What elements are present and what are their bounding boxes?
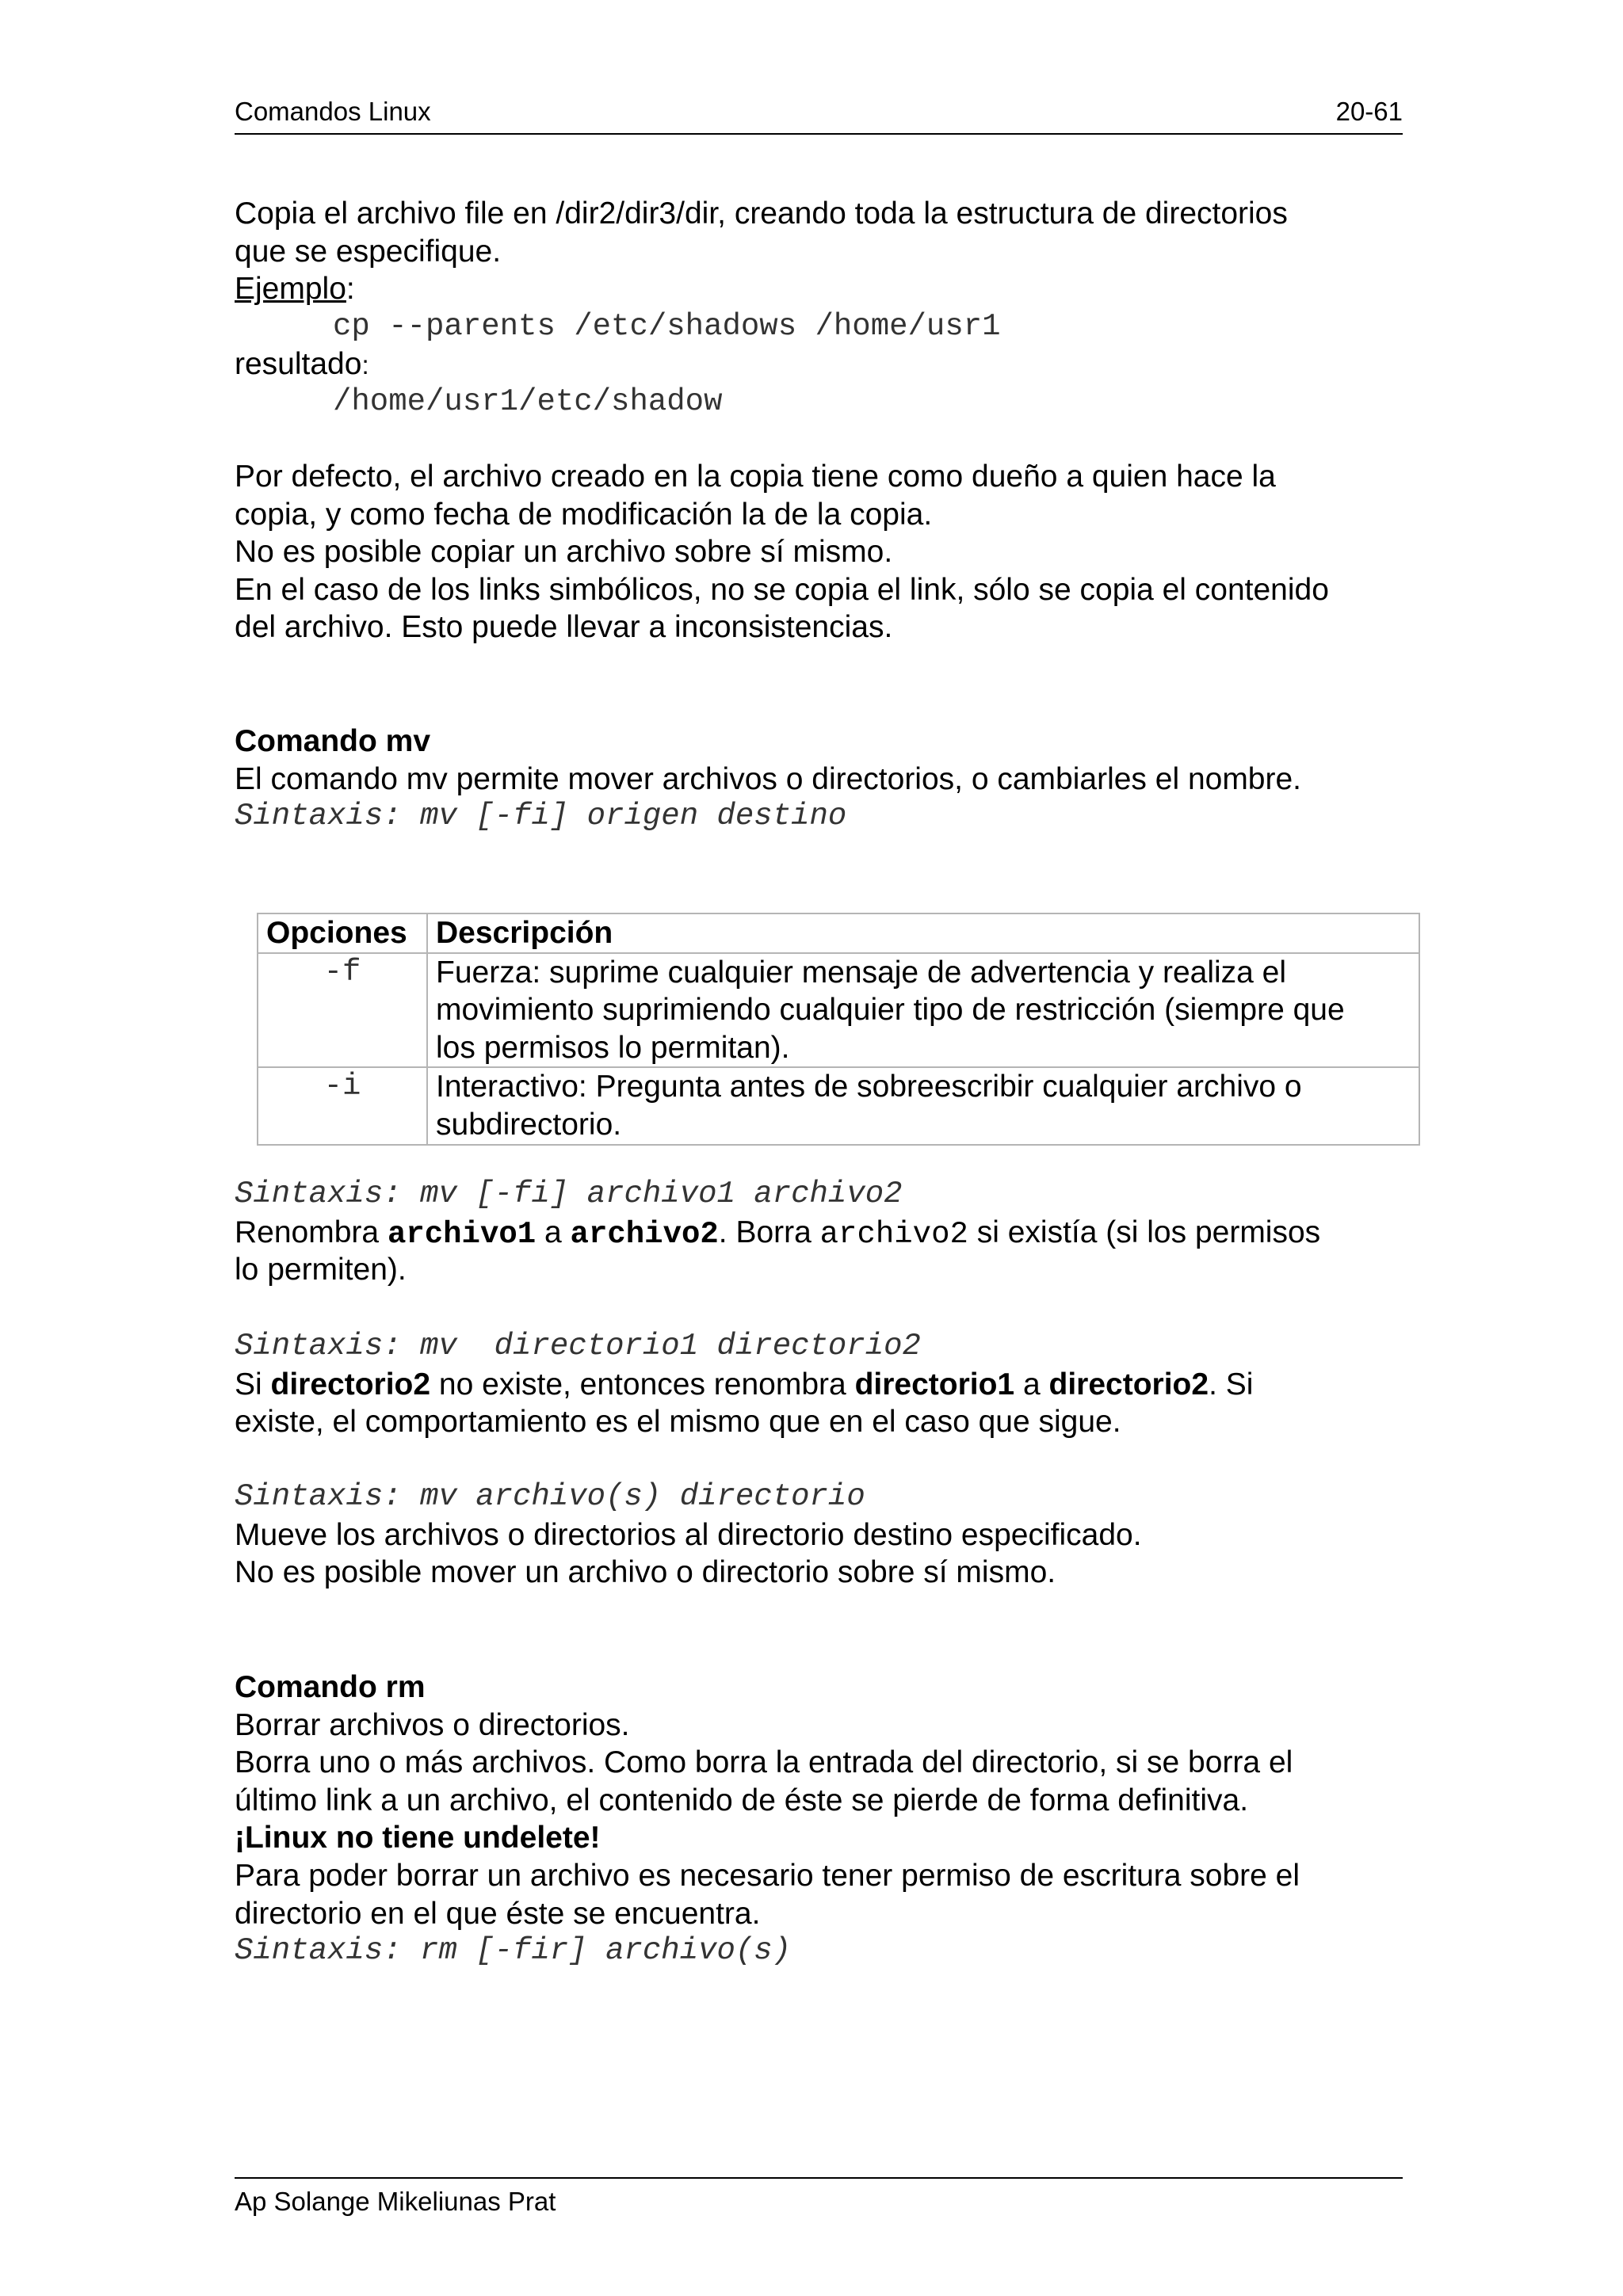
intro-line: Copia el archivo file en /dir2/dir3/dir, creando toda la estructura de directorios — [235, 196, 1288, 231]
rm-section — [235, 1669, 1300, 1970]
mv-move-line: No es posible mover un archivo o directorio sobre sí mismo. — [235, 1555, 1056, 1590]
table-header-row — [258, 913, 1419, 953]
result-colon: : — [361, 350, 369, 380]
rm-warning: ¡Linux no tiene undelete! — [235, 1821, 601, 1855]
notes-line: No es posible copiar un archivo sobre sí mismo. — [235, 535, 893, 570]
example-command: cp --parents /etc/shadows /home/usr1 — [333, 308, 1001, 344]
footer-author: Ap Solange Mikeliunas Prat — [235, 2187, 556, 2216]
text: Renombra — [235, 1215, 388, 1249]
mv-rename-files-block — [235, 1176, 1320, 1289]
rm-line: directorio en el que éste se encuentra. — [235, 1896, 761, 1931]
notes-line: del archivo. Esto puede llevar a inconsistencias. — [235, 610, 893, 645]
mv-syntax-2: Sintaxis: mv [-fi] archivo1 archivo2 — [235, 1177, 903, 1211]
mv-heading: Comando mv — [235, 724, 431, 758]
rm-heading: Comando rm — [235, 1670, 426, 1704]
description-line: subdirectorio. — [436, 1107, 622, 1142]
mv-rename-line-2: lo permiten). — [235, 1253, 407, 1287]
table-row — [258, 953, 1419, 1068]
options-table — [257, 913, 1420, 1146]
option-f-description — [427, 953, 1419, 1068]
inline-code: archivo2 — [819, 1216, 968, 1252]
option-i: -i — [258, 1067, 427, 1144]
mv-move-line: Mueve los archivos o directorios al directorio destino especificado. — [235, 1517, 1142, 1552]
text: no existe, entonces renombra — [430, 1367, 855, 1402]
bold-text: directorio2 — [270, 1367, 431, 1402]
description-line: los permisos lo permitan). — [436, 1030, 790, 1065]
table-row — [258, 1067, 1419, 1144]
mv-rename-line — [235, 1214, 1320, 1252]
example-colon: : — [346, 272, 355, 307]
bold-text: directorio1 — [854, 1367, 1015, 1402]
mv-rename-dirs-block — [235, 1328, 1253, 1441]
table-header-description: Descripción — [427, 913, 1419, 953]
rm-syntax: Sintaxis: rm [-fir] archivo(s) — [235, 1933, 792, 1969]
text: . Borra — [718, 1215, 820, 1249]
mv-syntax-3: Sintaxis: mv directorio1 directorio2 — [235, 1329, 921, 1363]
notes-line: copia, y como fecha de modificación la de la copia. — [235, 497, 933, 532]
example-label: Ejemplo — [235, 272, 346, 307]
example-label-line — [235, 270, 1288, 308]
mv-section-intro — [235, 723, 1301, 836]
rm-line: Borra uno o más archivos. Como borra la entrada del directorio, si se borra el — [235, 1745, 1293, 1780]
mv-move-block — [235, 1478, 1142, 1592]
page-header — [235, 97, 1403, 135]
header-title: Comandos Linux — [235, 97, 431, 126]
mv-syntax-1: Sintaxis: mv [-fi] origen destino — [235, 799, 847, 834]
mv-description: El comando mv permite mover archivos o directorios, o cambiarles el nombre. — [235, 761, 1302, 796]
description-line: Fuerza: suprime cualquier mensaje de advertencia y realiza el — [436, 955, 1287, 990]
text: si existía (si los permisos — [968, 1215, 1321, 1249]
bold-code: archivo1 — [387, 1216, 537, 1252]
mv-dirs-line-2: existe, el comportamiento es el mismo que en el caso que sigue. — [235, 1405, 1121, 1440]
page-footer — [235, 2177, 1403, 2216]
description-line: movimiento suprimiendo cualquier tipo de restricción (siempre que — [436, 993, 1345, 1028]
notes-block — [235, 458, 1329, 646]
text: . Si — [1209, 1367, 1254, 1402]
page-number: 20-61 — [1335, 97, 1403, 126]
rm-line: último link a un archivo, el contenido de éste se pierde de forma definitiva. — [235, 1783, 1249, 1817]
rm-line: Borrar archivos o directorios. — [235, 1707, 630, 1742]
text: a — [536, 1215, 571, 1249]
table-header-options: Opciones — [258, 913, 427, 953]
notes-line: En el caso de los links simbólicos, no se copia el link, sólo se copia el contenido — [235, 572, 1329, 607]
result-label-line — [235, 345, 1288, 383]
mv-syntax-4: Sintaxis: mv archivo(s) directorio — [235, 1479, 865, 1514]
text: a — [1014, 1367, 1049, 1402]
bold-text: directorio2 — [1048, 1367, 1209, 1402]
intro-line: que se especifique. — [235, 234, 502, 269]
text: Si — [235, 1367, 271, 1402]
result-label: resultado — [235, 347, 362, 382]
description-line: Interactivo: Pregunta antes de sobreescribir cualquier archivo o — [436, 1070, 1302, 1104]
intro-block — [235, 195, 1288, 421]
option-f: -f — [258, 953, 427, 1068]
rm-line: Para poder borrar un archivo es necesario tener permiso de escritura sobre el — [235, 1858, 1300, 1893]
notes-line: Por defecto, el archivo creado en la copia tiene como dueño a quien hace la — [235, 460, 1276, 494]
mv-dirs-line — [235, 1366, 1253, 1404]
result-path: /home/usr1/etc/shadow — [333, 383, 723, 419]
option-i-description — [427, 1067, 1419, 1144]
bold-code: archivo2 — [570, 1216, 719, 1252]
